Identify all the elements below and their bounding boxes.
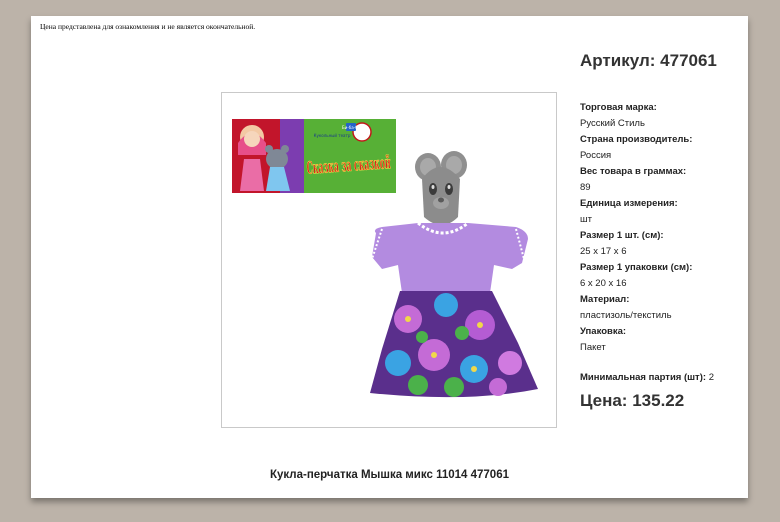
spec-label: Размер 1 упаковки (см): [580,262,693,273]
spec-material [580,292,745,324]
product-sheet [31,16,748,498]
spec-label: Единица измерения: [580,198,678,209]
min-batch [580,372,714,383]
spec-list [580,100,745,356]
spec-value: 89 [580,182,591,193]
label-title-text: Сказка за сказкой [306,146,493,179]
article-value: 477061 [660,51,717,70]
spec-value: 25 x 17 x 6 [580,246,627,257]
spec-brand [580,100,745,132]
product-photo [221,92,557,428]
spec-weight [580,164,745,196]
spec-value: Россия [580,150,612,161]
spec-label: Упаковка: [580,326,627,337]
price [580,391,684,411]
spec-value: пластизоль/текстиль [580,310,672,321]
price-disclaimer: Цена представлена для ознакомления и не является окончательной. [40,22,256,31]
spec-packaging [580,324,745,356]
price-value: 135.22 [632,391,685,410]
spec-value: Пакет [580,342,606,353]
spec-label: Страна производитель: [580,134,693,145]
label-small-text: Би-ба-бо [341,125,361,130]
price-label: Цена: [580,391,628,410]
spec-unit [580,196,745,228]
spec-label: Вес товара в граммах: [580,166,687,177]
spec-label: Размер 1 шт. (см): [580,230,664,241]
spec-value: шт [580,214,592,225]
spec-label: Торговая марка: [580,102,657,113]
spec-package-size [580,260,745,292]
article-label: Артикул: [580,51,656,70]
label-sub-text: Кукольный театр [313,133,351,138]
spec-value: 6 x 20 x 16 [580,278,627,289]
spec-item-size [580,228,745,260]
article-number [580,51,717,71]
spec-value: Русский Стиль [580,118,645,129]
mouse-head [415,151,467,225]
spec-country [580,132,745,164]
min-batch-label: Минимальная партия (шт): [580,372,707,383]
spec-label: Материал: [580,294,630,305]
product-name: Кукла-перчатка Мышка микс 11014 477061 [270,469,509,481]
dress-skirt [370,291,538,397]
glove-puppet-image [222,93,556,427]
min-batch-value: 2 [708,372,714,383]
package-label [232,119,493,193]
dress-top [372,223,528,293]
